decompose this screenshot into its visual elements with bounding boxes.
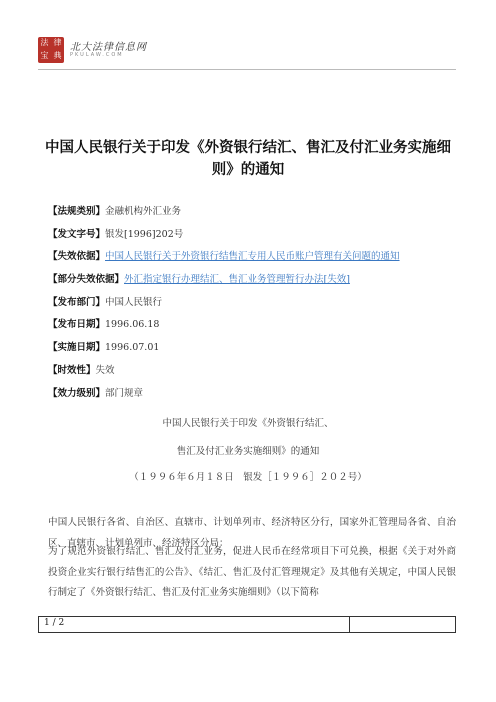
doc-heading-line2: 售汇及付汇业务实施细则》的通知 (176, 446, 320, 457)
pkulaw-logo (38, 37, 64, 63)
doc-reference: （１９９６年６月１８日 银发［１９９６］２０２号） (129, 472, 367, 483)
meta-category (48, 201, 468, 224)
meta-label: 【法规类别】 (48, 206, 106, 217)
logo-char: 宝 (40, 51, 49, 60)
meta-label: 【发布部门】 (48, 296, 106, 308)
invalidated-by-link[interactable]: 中国人民银行关于外资银行结售汇专用人民币账户管理有关问题的通知 (105, 251, 400, 263)
logo-char: 法 (40, 38, 49, 47)
body-paragraph: 为了规范外资银行结汇、售汇及付汇业务，促进人民币在经常项目下可兑换，根据《关于对外商投资企业实行银行结售汇的公告》、《结汇、售汇及付汇管理规定》及其他有关规定，中国人民银行制定了《外资银行结汇、售汇及付汇业务实施细则》（以下简称 (48, 546, 456, 598)
meta-value: 金融机构外汇业务 (105, 206, 182, 217)
meta-label: 【发布日期】 (48, 319, 106, 331)
brand-url: PKULAW.COM (70, 52, 124, 58)
meta-issuer (48, 292, 468, 315)
page-number: 1 / 2 (44, 618, 65, 628)
header-divider (38, 69, 456, 70)
body-paragraph: 中国人民银行各省、自治区、直辖市、计划单列市、经济特区分行，国家外汇管理局各省、自治区、直辖市、计划单列市、经济特区分局： (48, 517, 456, 549)
logo-char: 律 (53, 38, 62, 47)
meta-label: 【实施日期】 (48, 342, 106, 354)
footer-divider (349, 617, 350, 632)
doc-heading-line1: 中国人民银行关于印发《外资银行结汇、 (162, 418, 334, 429)
meta-label: 【效力级别】 (48, 387, 106, 399)
meta-doc-number (48, 224, 468, 247)
meta-value: 1996.07.01 (105, 342, 160, 354)
metadata-block (48, 201, 468, 405)
partial-invalid-link[interactable]: 外汇指定银行办理结汇、售汇业务管理暂行办法[失效] (124, 274, 350, 286)
meta-level (48, 383, 468, 406)
brand-name: 北大法律信息网 (70, 42, 147, 53)
meta-value: 中国人民银行 (105, 296, 163, 308)
document-title: 中国人民银行关于印发《外资银行结汇、售汇及付汇业务实施细则》的通知 (45, 139, 451, 178)
meta-issue-date (48, 314, 468, 337)
meta-effective-date (48, 337, 468, 360)
meta-label: 【部分失效依据】 (48, 274, 125, 286)
meta-status (48, 360, 468, 383)
meta-value: 银发[1996]202号 (105, 228, 184, 240)
meta-value: 失效 (95, 364, 115, 376)
site-header (38, 37, 456, 71)
meta-label: 【失效依据】 (48, 251, 106, 263)
meta-value: 1996.06.18 (105, 319, 160, 331)
page-footer (38, 616, 456, 633)
meta-label: 【发文字号】 (48, 228, 106, 240)
meta-partial-invalid (48, 269, 468, 292)
logo-char: 典 (53, 51, 62, 60)
meta-invalidated-by (48, 246, 468, 269)
meta-label: 【时效性】 (48, 364, 96, 376)
meta-value: 部门规章 (105, 387, 144, 399)
